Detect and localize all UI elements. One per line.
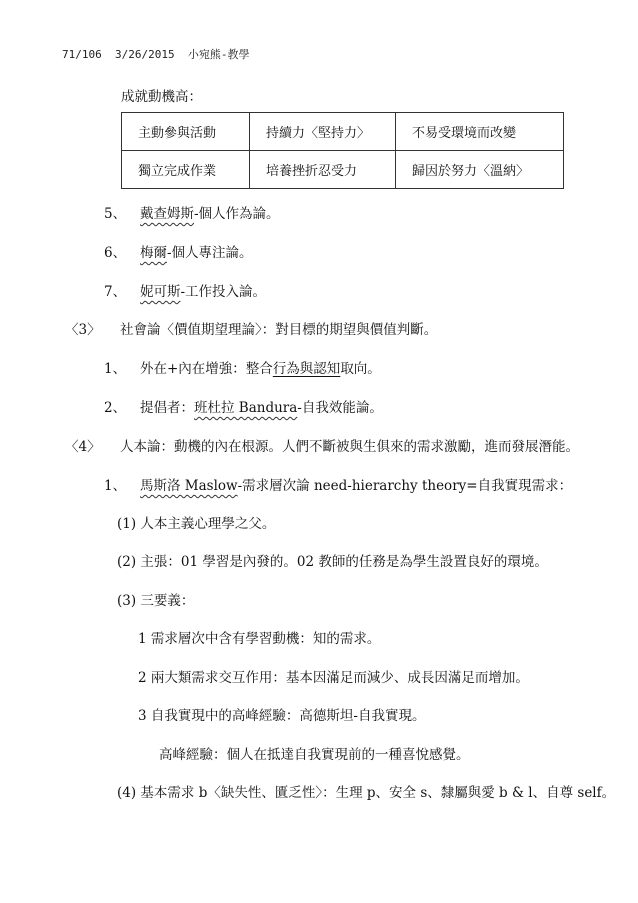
section-number: 〈4〉 [65,439,101,455]
table-cell: 主動參與活動 [122,113,250,151]
header-author: 小宛熊-教學 [187,48,250,61]
item-text: -自我效能論。 [297,400,383,416]
underlined-term: 行為與認知 [272,361,341,377]
item-text: 取向。 [340,361,381,377]
list-item [104,360,381,378]
list-item [104,283,267,301]
section-text: 人本論：動機的內在根源。人們不斷被與生俱來的需求激勵，進而發展潛能。 [120,439,579,455]
theorist-name: 梅爾 [140,245,167,261]
achievement-title: 成就動機高： [121,89,202,105]
table-cell: 不易受環境而改變 [396,113,564,151]
item-text: -工作投入論。 [180,284,267,300]
item-number: 5、 [104,206,127,222]
table-row [122,151,564,189]
item-text: 提倡者： [140,400,194,416]
item-text: -個人作為論。 [194,206,280,222]
section-humanistic [65,438,579,456]
meaning-1: 1 需求層次中含有學習動機：知的需求。 [138,631,381,647]
item-number: 2、 [104,400,127,416]
table-cell: 獨立完成作業 [122,151,250,189]
item-text: -個人專注論。 [167,245,253,261]
peak-experience: 高峰經驗：個人在抵達自我實現前的一種喜悅感覺。 [159,747,470,763]
item-number: 6、 [104,245,127,261]
table-cell: 歸因於努力〈溫納〉 [396,151,564,189]
list-item [104,205,280,223]
table-cell: 持續力〈堅持力〉 [250,113,396,151]
list-item [104,399,383,417]
theorist-name: 馬斯洛 Maslow [140,478,238,494]
meaning-3: 3 自我實現中的高峰經驗：高德斯坦-自我實現。 [138,708,426,724]
header-date: 3/26/2015 [115,48,175,61]
achievement-table [121,112,564,189]
table-cell: 培養挫折忍受力 [250,151,396,189]
list-item [104,477,573,495]
point-4: (4) 基本需求 b〈缺失性、匱乏性〉：生理 p、安全 s、隸屬與愛 b & l、自尊 self。 [117,785,616,801]
theorist-name: 班杜拉 Bandura [194,400,298,416]
list-item [104,244,253,262]
item-number: 1、 [104,478,127,494]
section-number: 〈3〉 [65,322,101,338]
point-1: (1) 人本主義心理學之父。 [117,516,276,532]
theorist-name: 妮可斯 [140,284,181,300]
page-number: 71/106 [62,48,102,61]
point-2: (2) 主張：01 學習是內發的。02 教師的任務是為學生設置良好的環境。 [117,554,548,570]
table-row [122,113,564,151]
section-social [65,321,438,339]
theorist-name: 戴查姆斯 [140,206,194,222]
item-text: 外在+內在增強：整合 [140,361,273,377]
page-header [62,46,249,62]
point-3: (3) 三要義： [117,593,195,609]
item-number: 1、 [104,361,127,377]
meaning-2: 2 兩大類需求交互作用：基本因滿足而減少、成長因滿足而增加。 [138,670,529,686]
item-number: 7、 [104,284,127,300]
item-text: -需求層次論 need-hierarchy theory=自我實現需求： [237,478,573,494]
section-text: 社會論〈價值期望理論〉：對目標的期望與價值判斷。 [120,322,438,338]
